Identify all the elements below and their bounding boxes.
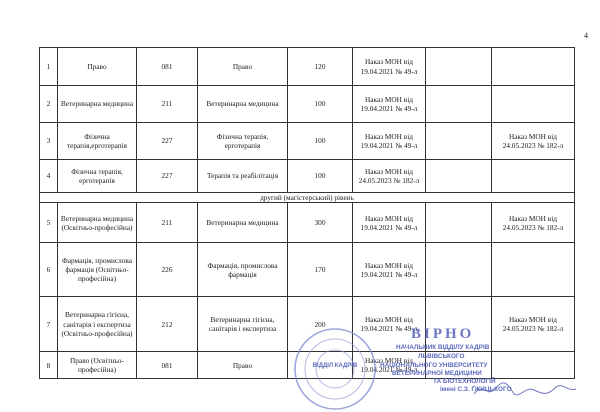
section-label: другий (магістерський) рівень	[40, 193, 575, 203]
cell-number: 6	[40, 243, 58, 297]
cell-program: Ветеринарна медицина	[198, 86, 288, 123]
cell-count: 200	[288, 297, 353, 352]
cell-order: Наказ МОН від 19.04.2021 № 49-л	[353, 48, 426, 86]
cell-number: 8	[40, 352, 58, 379]
cell-specialty: Право (Освітньо-професійна)	[58, 352, 137, 379]
cell-specialty: Ветеринарна медицина	[58, 86, 137, 123]
cell-code: 226	[137, 243, 198, 297]
cell-number: 3	[40, 123, 58, 160]
cell-program: Фізична терапія, ерготерапія	[198, 123, 288, 160]
cell-order: Наказ МОН від 24.05.2023 № 182-л	[353, 160, 426, 193]
cell-order: Наказ МОН від 19.04.2021 № 49-л	[353, 86, 426, 123]
cell-program: Терапія та реабілітація	[198, 160, 288, 193]
cell-number: 1	[40, 48, 58, 86]
department-stamp	[292, 326, 378, 412]
cell-last	[492, 48, 575, 86]
certification-line: ВЕТЕРИНАРНОЇ МЕДИЦИНИ	[392, 370, 482, 377]
cell-code: 212	[137, 297, 198, 352]
cell-last	[492, 243, 575, 297]
cell-extra	[426, 86, 492, 123]
cell-count: 120	[288, 48, 353, 86]
cell-program: Фармація, промислова фармація	[198, 243, 288, 297]
cell-extra	[426, 243, 492, 297]
signature	[470, 378, 580, 400]
cell-last: Наказ МОН від 24.05.2023 № 182-л	[492, 203, 575, 243]
cell-code: 211	[137, 86, 198, 123]
table-row	[40, 123, 575, 160]
cell-count: 300	[288, 203, 353, 243]
section-row	[40, 193, 575, 203]
cell-program: Ветеринарна гігієна, санітарія і експертиза	[198, 297, 288, 352]
cell-last: Наказ МОН від 24.05.2023 № 182-л	[492, 123, 575, 160]
cell-number: 4	[40, 160, 58, 193]
cell-order: Наказ МОН від 19.04.2021 № 49-л	[353, 123, 426, 160]
stamp-center-text: ВІДДІЛ КАДРІВ	[312, 363, 358, 369]
certification-line: ТА БІОТЕХНОЛОГІЙ	[433, 378, 496, 385]
cell-number: 5	[40, 203, 58, 243]
table-row	[40, 160, 575, 193]
cell-number: 2	[40, 86, 58, 123]
cell-extra	[426, 160, 492, 193]
certification-line: імені С.З. ҐЖИЦЬКОГО	[440, 386, 512, 393]
table-row	[40, 48, 575, 86]
cell-last	[492, 352, 575, 379]
certification-line: ЛЬВІВСЬКОГО	[418, 353, 465, 360]
certification-title: ВІРНО	[411, 326, 475, 342]
cell-specialty: Ветеринарна медицина (Освітньо-професійна)	[58, 203, 137, 243]
page-number: 4	[584, 31, 588, 40]
cell-extra	[426, 48, 492, 86]
cell-program: Право	[198, 352, 288, 379]
cell-program: Ветеринарна медицина	[198, 203, 288, 243]
cell-code: 211	[137, 203, 198, 243]
cell-code: 227	[137, 160, 198, 193]
cell-count: 100	[288, 123, 353, 160]
cell-order: Наказ МОН від 19.04.2021 № 49-л	[353, 297, 426, 352]
cell-specialty: Право	[58, 48, 137, 86]
cell-last	[492, 86, 575, 123]
table-row	[40, 86, 575, 123]
cell-last	[492, 160, 575, 193]
cell-specialty: Фізична терапія, ерготерапія	[58, 160, 137, 193]
cell-specialty: Ветеринарна гігієна, санітарія і експертиза (Освітньо-професійна)	[58, 297, 137, 352]
cell-order: Наказ МОН від 19.04.2021 № 49-л	[353, 352, 426, 379]
cell-specialty: Фармація, промислова фармація (Освітньо-професійна)	[58, 243, 137, 297]
cell-code: 081	[137, 352, 198, 379]
cell-count: 100	[288, 160, 353, 193]
table-row	[40, 243, 575, 297]
cell-count: 100	[288, 86, 353, 123]
cell-order: Наказ МОН від 19.04.2021 № 49-л	[353, 243, 426, 297]
cell-code: 227	[137, 123, 198, 160]
cell-order: Наказ МОН від 19.04.2021 № 49-л	[353, 203, 426, 243]
cell-last: Наказ МОН від 24.05.2023 № 182-л	[492, 297, 575, 352]
certification-line: НАЧАЛЬНИК ВІДДІЛУ КАДРІВ	[396, 344, 490, 351]
cell-specialty: Фізична терапія,ерготерапія	[58, 123, 137, 160]
cell-number: 7	[40, 297, 58, 352]
cell-count: 170	[288, 243, 353, 297]
certification-line: НАЦІОНАЛЬНОГО УНІВЕРСИТЕТУ	[380, 362, 488, 369]
cell-extra	[426, 123, 492, 160]
table-row	[40, 203, 575, 243]
cell-program: Право	[198, 48, 288, 86]
cell-extra	[426, 203, 492, 243]
cell-code: 081	[137, 48, 198, 86]
